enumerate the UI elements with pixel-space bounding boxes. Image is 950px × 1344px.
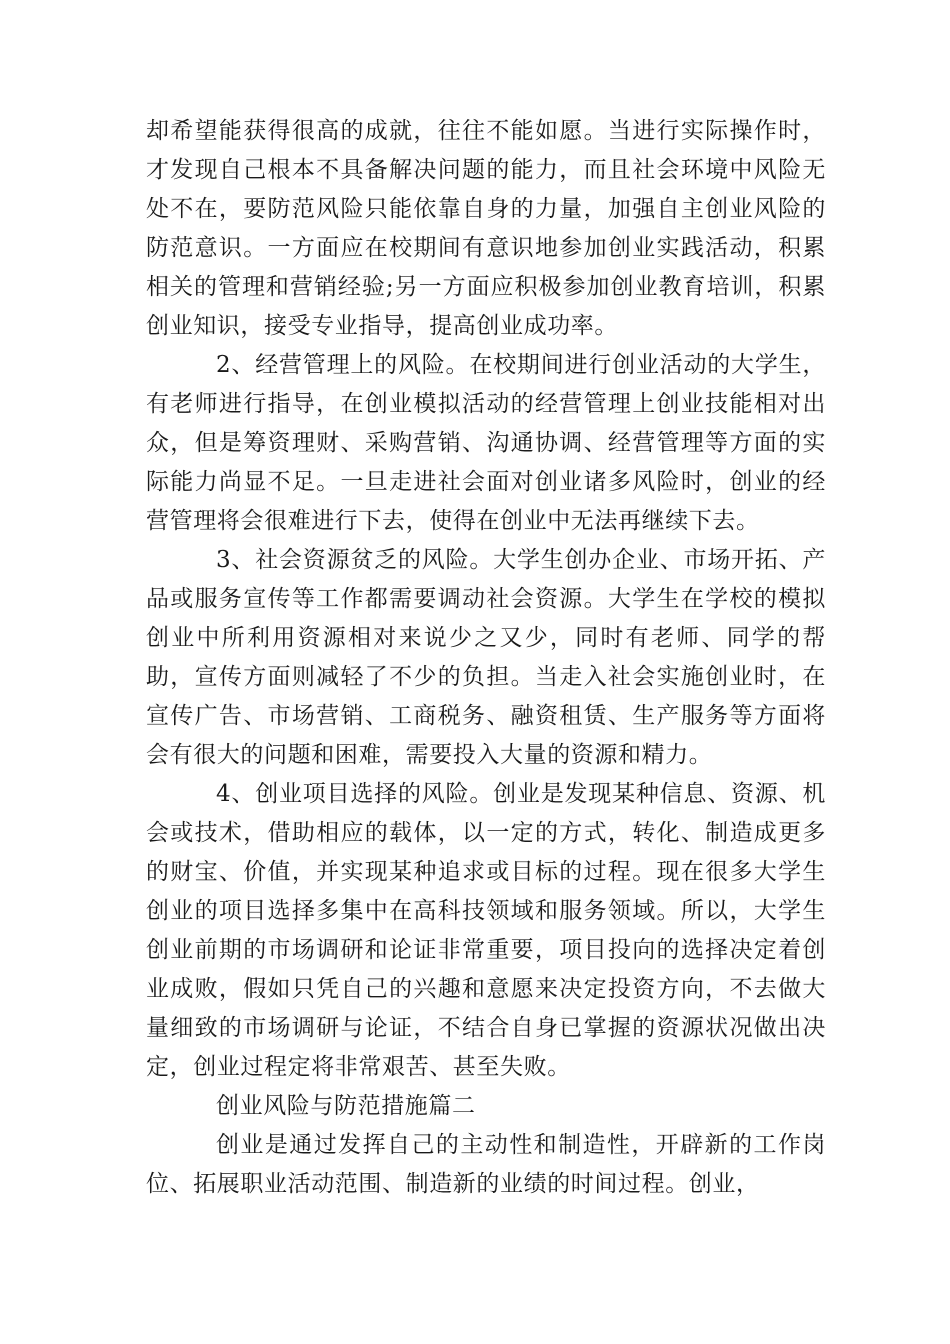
paragraph-project-risk: 4、创业项目选择的风险。创业是发现某种信息、资源、机会或技术，借助相应的载体，以一定的方式，转化、制造成更多的财宝、价值，并实现某种追求或目标的过程。现在很多大学生创业的项目选择多集中在高科技领域和服务领域。所以，大学生创业前期的市场调研和论证非常重要，项目投向的选择决定着创业成败，假如只凭自己的兴趣和意愿来决定投资方向，不去做大量细致的市场调研与论证，不结合自身已掌握的资源状况做出决定，创业过程定将非常艰苦、甚至失败。: [146, 781, 826, 1080]
paragraph-resource-risk: 3、社会资源贫乏的风险。大学生创办企业、市场开拓、产品或服务宣传等工作都需要调动社会资源。大学生在学校的模拟创业中所利用资源相对来说少之又少，同时有老师、同学的帮助，宣传方面则减轻了不少的负担。当走入社会实施创业时，在宣传广告、市场营销、工商税务、融资租赁、生产服务等方面将会有很大的问题和困难，需要投入大量的资源和精力。: [146, 547, 826, 768]
document-body: [146, 112, 826, 1204]
paragraph-management-risk: 2、经营管理上的风险。在校期间进行创业活动的大学生，有老师进行指导，在创业模拟活动的经营管理上创业技能相对出众，但是筹资理财、采购营销、沟通协调、经营管理等方面的实际能力尚显不足。一旦走进社会面对创业诸多风险时，创业的经营管理将会很难进行下去，使得在创业中无法再继续下去。: [146, 352, 826, 534]
paragraph-intro: 创业是通过发挥自己的主动性和制造性，开辟新的工作岗位、拓展职业活动范围、制造新的业绩的时间过程。创业，: [146, 1132, 826, 1197]
section-heading: 创业风险与防范措施篇二: [216, 1093, 476, 1119]
paragraph-continued: 却希望能获得很高的成就，往往不能如愿。当进行实际操作时，才发现自己根本不具备解决问题的能力，而且社会环境中风险无处不在，要防范风险只能依靠自身的力量，加强自主创业风险的防范意识。一方面应在校期间有意识地参加创业实践活动，积累相关的管理和营销经验;另一方面应积极参加创业教育培训，积累创业知识，接受专业指导，提高创业成功率。: [146, 118, 826, 339]
